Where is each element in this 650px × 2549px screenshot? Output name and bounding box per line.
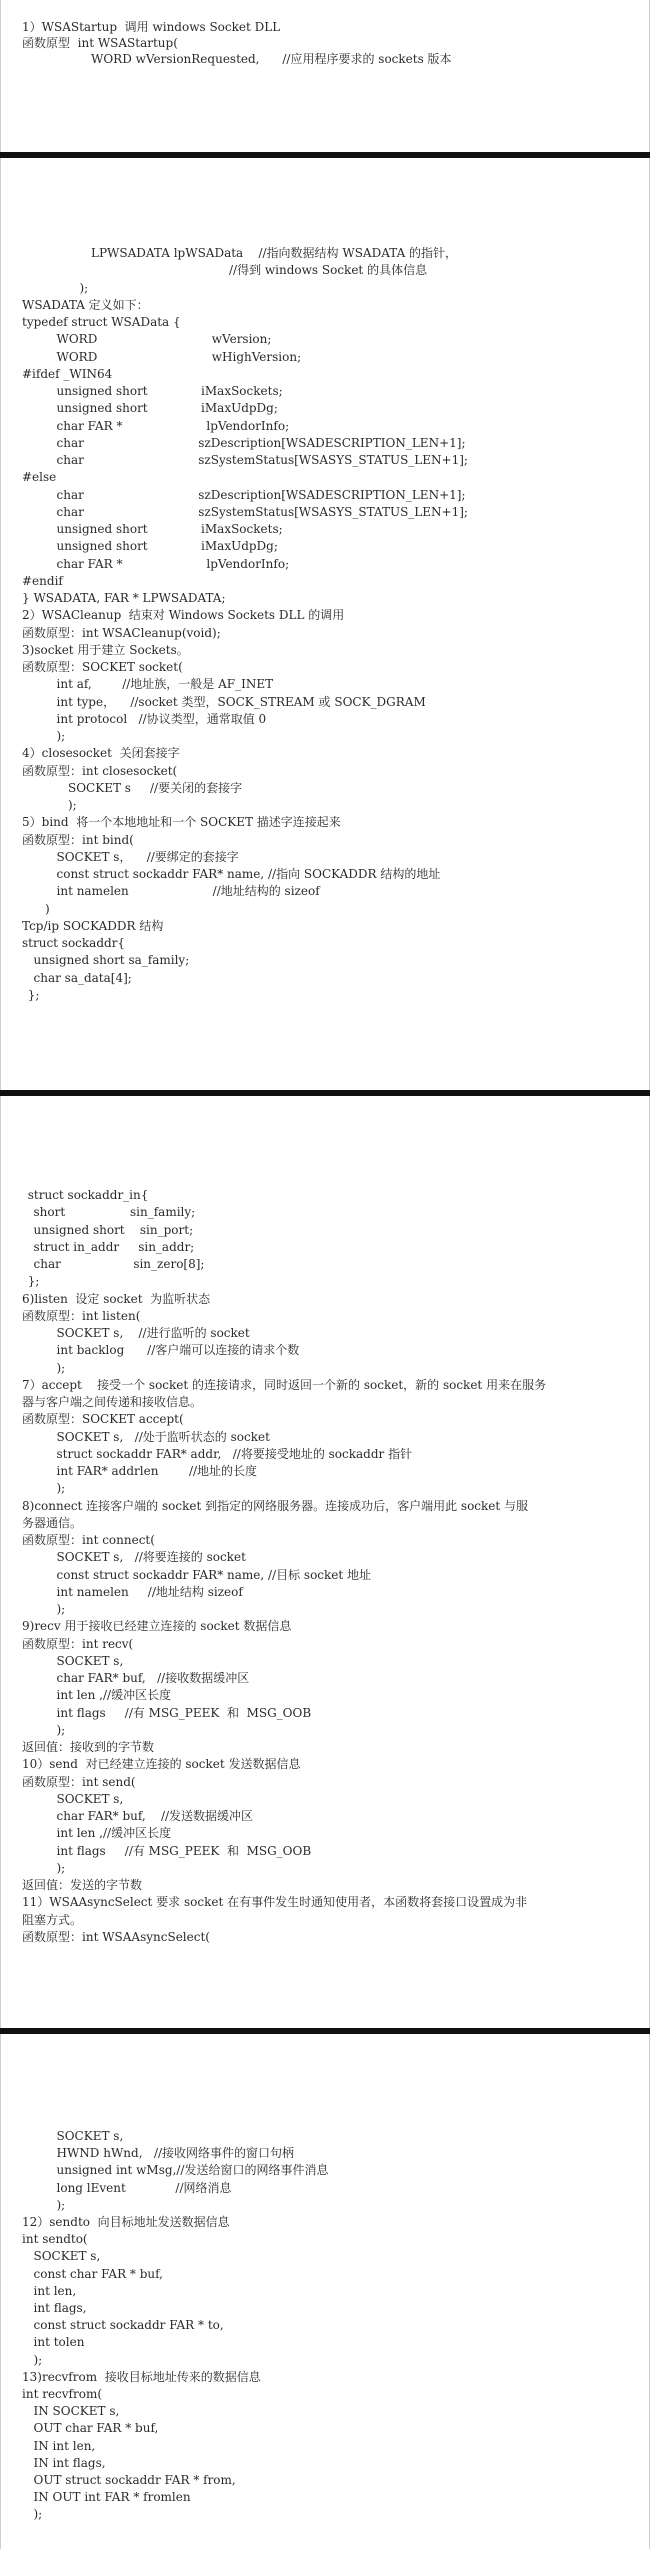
text-line: OUT struct sockaddr FAR * from, <box>33 2473 236 2487</box>
text-line: SOCKET s, <box>56 1791 124 1806</box>
text-line: 务器通信。 <box>22 1515 83 1530</box>
text-line: int tolen <box>33 2335 85 2350</box>
text-line: unsigned short iMaxUdpDg; <box>56 539 278 554</box>
text-line: const char FAR * buf, <box>33 2266 163 2281</box>
text-line: OUT char FAR * buf, <box>33 2421 159 2436</box>
text-line: ); <box>56 2197 66 2212</box>
text-line: #else <box>22 470 57 485</box>
text-line: ); <box>33 2352 43 2367</box>
text-line: int flags //有 MSG_PEEK 和 MSG_OOB <box>56 1843 312 1858</box>
text-line: int sendto( <box>22 2232 88 2247</box>
text-line: char sin_zero[8]; <box>33 1257 205 1271</box>
text-line: 7）accept 接受一个 socket 的连接请求，同时返回一个新的 socket，新的 socket 用来在服务 <box>22 1377 547 1392</box>
text-line: unsigned int wMsg,//发送给窗口的网络事件消息 <box>56 2163 329 2178</box>
text-line: SOCKET s, <box>56 1653 124 1668</box>
text-line: SOCKET s, <box>33 2249 101 2264</box>
text-line: char sa_data[4]; <box>33 970 132 985</box>
text-line: HWND hWnd, //接收网络事件的窗口句柄 <box>56 2146 295 2161</box>
text-line: Tcp/ip SOCKADDR 结构 <box>22 918 164 933</box>
text-line: 函数原型：SOCKET accept( <box>22 1412 184 1427</box>
text-line: struct sockaddr FAR* addr, //将要接受地址的 sockaddr 指针 <box>56 1446 413 1461</box>
text-line: char szDescription[WSADESCRIPTION_LEN+1]; <box>56 435 466 450</box>
text-line: int af, //地址族，一般是 AF_INET <box>56 677 274 692</box>
text-line: IN int flags, <box>33 2455 106 2470</box>
text-line: 11）WSAAsyncSelect 要求 socket 在有事件发生时通知使用者，本函数将套接口设置成为非 <box>22 1895 528 1910</box>
text-line: WSADATA 定义如下： <box>22 297 149 312</box>
text-line: SOCKET s, //处于监听状态的 socket <box>56 1429 270 1444</box>
text-line: WORD wVersion; <box>56 332 272 347</box>
text-line: WORD wHighVersion; <box>56 349 302 364</box>
text-line: struct sockaddr{ <box>22 936 126 950</box>
text-line: int len ,//缓冲区长度 <box>56 1688 172 1703</box>
text-line: int flags, <box>33 2301 87 2315</box>
text-line: typedef struct WSAData { <box>22 315 181 329</box>
document-page <box>0 2034 650 2549</box>
text-line: int len ,//缓冲区长度 <box>56 1826 172 1841</box>
text-line: char szSystemStatus[WSASYS_STATUS_LEN+1]; <box>56 453 468 467</box>
text-line: SOCKET s, //进行监听的 socket <box>56 1326 250 1340</box>
text-line: #endif <box>22 573 63 588</box>
text-line: 6)listen 设定 socket 为监听状态 <box>22 1291 211 1306</box>
text-line: 器与客户端之间传递和接收信息。 <box>22 1395 203 1409</box>
text-line: long lEvent //网络消息 <box>56 2180 232 2195</box>
text-line: char FAR * lpVendorInfo; <box>56 556 290 571</box>
text-line: int namelen //地址结构的 sizeof <box>56 884 320 899</box>
text-line: 函数原型：int bind( <box>22 832 134 847</box>
text-line: ); <box>56 1722 66 1737</box>
text-line: IN SOCKET s, <box>33 2404 120 2419</box>
text-line: //得到 windows Socket 的具体信息 <box>229 263 428 278</box>
text-line: char FAR* buf, //发送数据缓冲区 <box>56 1809 254 1823</box>
text-line: 函数原型：int closesocket( <box>22 763 178 778</box>
text-line: int flags //有 MSG_PEEK 和 MSG_OOB <box>56 1705 312 1720</box>
text-line: SOCKET s， //要绑定的套接字 <box>56 849 239 864</box>
text-line: struct sockaddr_in{ <box>27 1188 149 1202</box>
text-line: }; <box>27 987 40 1002</box>
text-line: ); <box>33 2507 43 2522</box>
text-line: int protocol //协议类型，通常取值 0 <box>56 711 267 726</box>
page-separator <box>0 2028 650 2034</box>
text-line: 4）closesocket 关闭套接字 <box>22 746 180 761</box>
text-line: 函数原型：int connect( <box>22 1533 155 1547</box>
text-line: 函数原型：int WSACleanup(void); <box>22 625 221 640</box>
text-line: SOCKET s, //将要连接的 socket <box>56 1550 246 1565</box>
text-line: 9)recv 用于接收已经建立连接的 socket 数据信息 <box>22 1619 292 1634</box>
text-line: int FAR* addrlen //地址的长度 <box>56 1464 258 1478</box>
text-line: 12）sendto 向目标地址发送数据信息 <box>22 2215 230 2229</box>
text-line: 函数原型：SOCKET socket( <box>22 660 183 674</box>
text-line: 函数原型：int recv( <box>22 1636 134 1651</box>
text-line: 阻塞方式。 <box>22 1912 83 1927</box>
text-line: LPWSADATA lpWSAData //指向数据结构 WSADATA 的指针， <box>91 246 458 260</box>
text-line: unsigned short iMaxUdpDg; <box>56 401 278 416</box>
text-line: 3)socket 用于建立 Sockets。 <box>22 642 189 657</box>
text-line: ); <box>68 798 77 812</box>
text-line: 5）bind 将一个本地地址和一个 SOCKET 描述字连接起来 <box>22 815 341 830</box>
text-line: 返回值：发送的字节数 <box>22 1878 143 1892</box>
text-line: int type， //socket 类型，SOCK_STREAM 或 SOCK_DGRAM <box>56 694 426 709</box>
text-line: SOCKET s //要关闭的套接字 <box>68 780 243 795</box>
text-line: 函数原型 int WSAStartup( <box>22 36 178 51</box>
text-line: int recvfrom( <box>22 2387 103 2401</box>
text-line: ); <box>79 280 89 295</box>
text-line: const struct sockaddr FAR* name, //目标 socket 地址 <box>56 1567 372 1582</box>
text-line: ); <box>56 1360 66 1375</box>
text-line: short sin_family; <box>33 1205 196 1220</box>
text-line: char FAR * lpVendorInfo; <box>56 418 290 433</box>
text-line: ); <box>56 1860 66 1875</box>
page-separator <box>0 1090 650 1096</box>
text-line: int namelen //地址结构 sizeof <box>56 1584 243 1599</box>
text-line: 1）WSAStartup 调用 windows Socket DLL <box>22 20 281 34</box>
text-line: const struct sockaddr FAR* name, //指向 SOCKADDR 结构的地址 <box>56 867 441 881</box>
text-line: int backlog //客户端可以连接的请求个数 <box>56 1343 300 1358</box>
page-separator <box>0 152 650 158</box>
text-line: 返回值：接收到的字节数 <box>22 1740 155 1754</box>
text-line: char FAR* buf, //接收数据缓冲区 <box>56 1671 250 1685</box>
text-line: 13)recvfrom 接收目标地址传来的数据信息 <box>22 2369 261 2384</box>
text-line: 8)connect 连接客户端的 socket 到指定的网络服务器。连接成功后，客户端用此 socket 与服 <box>22 1498 529 1513</box>
text-line: IN int len, <box>33 2438 96 2453</box>
text-line: int len, <box>33 2283 77 2298</box>
text-line: ); <box>56 1602 66 1616</box>
text-line: WORD wVersionRequested, //应用程序要求的 sockets 版本 <box>91 52 452 67</box>
text-line: ) <box>45 901 50 916</box>
text-line: 10）send 对已经建立连接的 socket 发送数据信息 <box>22 1757 301 1772</box>
text-line: }; <box>27 1274 40 1289</box>
text-line: IN OUT int FAR * fromlen <box>33 2490 191 2505</box>
text-line: char szSystemStatus[WSASYS_STATUS_LEN+1]; <box>56 504 468 519</box>
text-line: unsigned short sa_family; <box>33 953 190 968</box>
text-line: 函数原型：int listen( <box>22 1308 141 1323</box>
text-line: } WSADATA, FAR * LPWSADATA; <box>22 591 226 605</box>
text-line: unsigned short sin_port; <box>33 1222 194 1237</box>
text-line: unsigned short iMaxSockets; <box>56 522 283 536</box>
text-line: 函数原型：int send( <box>22 1774 136 1789</box>
text-line: char szDescription[WSADESCRIPTION_LEN+1]; <box>56 487 466 502</box>
text-line: #ifdef _WIN64 <box>22 366 113 381</box>
text-line: unsigned short iMaxSockets; <box>56 384 283 398</box>
text-line: 2）WSACleanup 结束对 Windows Sockets DLL 的调用 <box>22 608 345 623</box>
text-line: 函数原型：int WSAAsyncSelect( <box>22 1929 210 1944</box>
text-line: const struct sockaddr FAR * to, <box>33 2318 224 2333</box>
text-line: ); <box>56 1481 66 1496</box>
text-line: struct in_addr sin_addr; <box>33 1239 195 1254</box>
text-line: SOCKET s, <box>56 2129 124 2143</box>
text-line: ); <box>56 729 66 743</box>
